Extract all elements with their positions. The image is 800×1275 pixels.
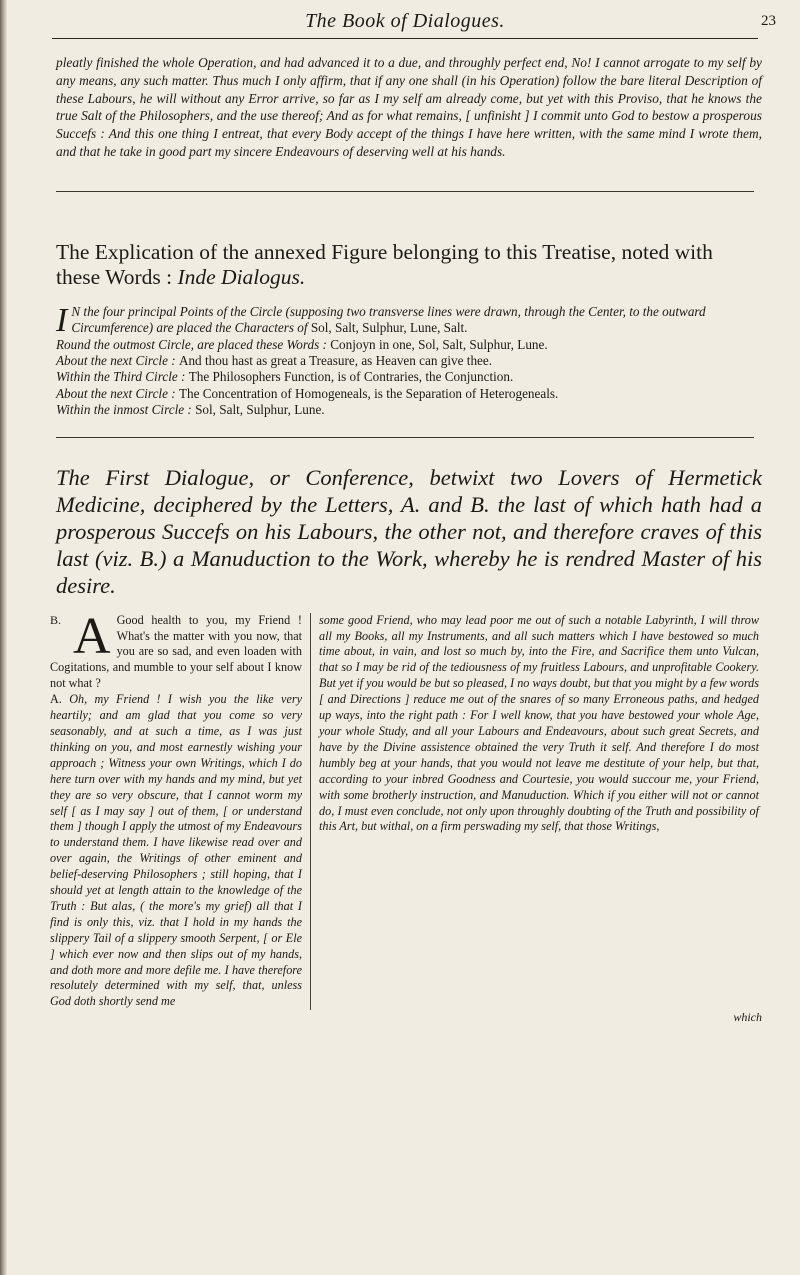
dialogue-title: The First Dialogue, or Conference, betwixt two Lovers of Hermetick Medicine, deciphered by the Letters, A. and B. the last of which hath had a prosperous Succefs on his Labours, the other not, and therefore craves of this last (viz. B.) a Manuduction to the Work, whereby he is rendred Master of his desire.	[56, 464, 762, 598]
left-column	[50, 607, 310, 1011]
speech-b-text: Good health to you, my Friend ! What's the matter with you now, that you are so sad, and even loaden with Cogitations, and mumble to your self about I know not what ?	[50, 612, 302, 691]
catchword: which	[733, 1010, 762, 1025]
dialogue-columns	[50, 607, 762, 1011]
explication-item-text: Conjoyn in one, Sol, Salt, Sulphur, Lune.	[330, 336, 548, 352]
explication-item	[56, 402, 762, 418]
explication-item	[56, 353, 762, 369]
explication-item-label: Within the inmost Circle :	[56, 402, 196, 418]
running-head	[26, 0, 784, 50]
explication-title	[56, 240, 754, 290]
explication-intro	[56, 301, 762, 339]
explication-item	[56, 337, 762, 353]
speaker-b: B.	[50, 612, 62, 627]
explication-item-text: And thou hast as great a Treasure, as Heaven can give thee.	[178, 353, 493, 368]
explication-title-main: The Explication of the annexed Figure belonging to this Treatise, noted with these Words :	[56, 239, 713, 289]
speech-a-text: Oh, my Friend ! I wish you the like very heartily; and am glad that you come so very seasonably, and at such a time, as I was just thinking on you, and most earnestly wishing your approach ; Witness your own Writings, which I do here turn over with my hands and my mind, but yet they are so very obscure, that I cannot worm my self [ as I may say ] out of them, [ or understand them ] though I apply the utmost of my Endeavours to understand them. I have likewise read over and over again, the Writings of other eminent and belief-deserving Philosophers ; still hoping, that I should yet at length attain to the knowledge of the Truth : But alas, ( the more's my grief) all that I find is only this, viz. that I hold in my hands the slippery Tail of a slippery smooth Serpent, [ or Ele ] which ever now and then slips out of my hands, and doth more and more defile me. I have therefore resolutely determined with my self, that, unless God doth shortly send me	[50, 692, 303, 1009]
explication-intro-italic: IN the four principal Points of the Circle (supposing two transverse lines were drawn, through the Center, to the outward Circumference) are placed the Characters of	[56, 301, 706, 339]
explication-intro-roman: Sol, Salt, Sulphur, Lune, Salt.	[310, 320, 468, 336]
right-column-text: some good Friend, who may lead poor me out of such a notable Labyrinth, I will throw all my Books, all my Instruments, and all such matters which I have bestowed so much time about, in vain, and lost so much by, into the Fire, and Sacrifice them unto Vulcan, that so I may be rid of the tediousness of my fruitless Labours, and unprofitable Cookery. But yet if you would be but so pleased, I no ways doubt, but that you might by a few words [ and Directions ] reduce me out of the snares of so many Erroneous paths, and hedged up ways, into the right path : For I well know, that you have bestowed your whole Age, your whole Study, and all your Labours and Endeavours, about such great Secrets, and have by the Divine assistence obtained the very Truth it self. And therefore I do most humbly beg at your hands, that you would not leave me destitute of your help, but that, according to your inbred Goodness and Courtesie, you would succour me, your Friend, with some brotherly instruction, and Manuduction. Which if you either will not or cannot do, I must even conclude, not only upon throughly doubting of the Truth and possibility of this Art, but withal, on a firm perswading my self, that those Writings,	[319, 612, 759, 834]
explication-title-italic: Inde Dialogus.	[177, 264, 306, 289]
explication-item-text: Sol, Salt, Sulphur, Lune.	[195, 402, 325, 418]
right-column	[310, 613, 759, 1011]
explication-item-text: The Concentration of Homogeneals, is the Separation of Heterogeneals.	[178, 385, 559, 401]
intro-paragraph: pleatly finished the whole Operation, and had advanced it to a due, and throughly perfect end, No! I cannot arrogate to my self by any means, any such matter. Thus much I only affirm, that if any one shall (in his Operation) follow the bare literal Description of these Labours, he will without any Error arrive, so far as I my self am already come, but yet with this Proviso, that he knows the true Salt of the Philosophers, and the use thereof; And as for what remains, [ unfinisht ] I commit unto God to bestow a prosperous Succefs : And this one thing I entreat, that every Body accept of the things I have here written, with the same mind I wrote them, and that he take in good part my sincere Endeavours of deserving well at his hands.	[56, 55, 762, 159]
book-gutter	[0, 0, 7, 1275]
speech-b	[50, 607, 302, 693]
explication-item-text: The Philosophers Function, is of Contraries, the Conjunction.	[188, 369, 514, 385]
book-page	[26, 0, 784, 1275]
running-title: The Book of Dialogues.	[305, 10, 505, 32]
initial-letter: A	[73, 607, 111, 665]
head-rule	[52, 38, 758, 39]
explication-item-label: About the next Circle :	[56, 353, 179, 368]
explication-item	[56, 386, 762, 402]
explication-body	[56, 301, 762, 419]
speech-a	[50, 692, 302, 1010]
explication-item	[56, 369, 762, 385]
speaker-a: A.	[50, 692, 62, 707]
explication-item-label: About the next Circle :	[56, 385, 179, 401]
explication-item-label: Round the outmost Circle, are placed these Words :	[56, 336, 331, 352]
explication-item-label: Within the Third Circle :	[56, 369, 189, 385]
page-number: 23	[761, 13, 776, 29]
